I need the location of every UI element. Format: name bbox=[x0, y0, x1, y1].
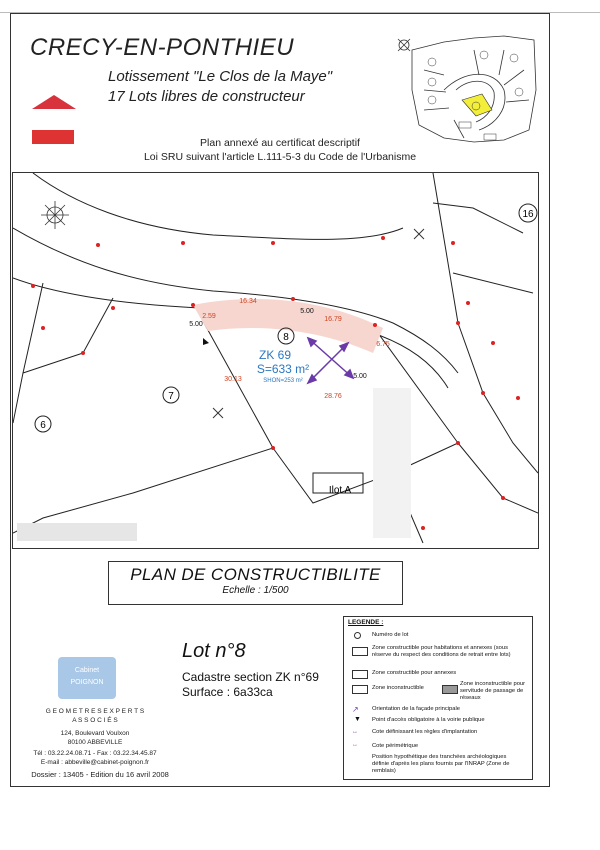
legend-box bbox=[343, 616, 533, 780]
legend-item: Zone constructible pour annexes bbox=[372, 670, 457, 676]
firm-address1: 124, Boulevard Voulxon bbox=[60, 730, 130, 737]
lots-libres: 17 Lots libres de constructeur bbox=[108, 88, 305, 105]
legend-item: Zone constructible pour habitations et annexes (sous réserve du respect des conditions de retrait entre lots) bbox=[372, 645, 511, 658]
surface-label: S=633 m² bbox=[256, 362, 310, 376]
highlighted-lot-8 bbox=[462, 94, 492, 116]
archaeological-zone bbox=[17, 523, 137, 541]
legend-swatch bbox=[352, 647, 368, 656]
lot-surface: Surface : 6a33ca bbox=[182, 685, 273, 699]
legend-item: Orientation de la façade principale bbox=[372, 706, 460, 712]
plan-title: PLAN DE CONSTRUCTIBILITE bbox=[130, 565, 381, 584]
access-point-icon bbox=[203, 338, 209, 345]
trench-zone bbox=[373, 388, 411, 538]
plan-annexe: Plan annexé au certificat descriptif bbox=[200, 137, 360, 149]
legend-heading: LEGENDE : bbox=[348, 619, 384, 626]
lot-7-number: 7 bbox=[168, 391, 174, 402]
legend-swatch bbox=[352, 670, 368, 679]
plan-title-box bbox=[108, 561, 403, 605]
access-icon: ▼ bbox=[354, 716, 361, 723]
legend-item: Numéro de lot bbox=[372, 632, 409, 638]
lot-16-number: 16 bbox=[522, 209, 534, 220]
site-plan bbox=[12, 172, 539, 549]
loi-sru: Loi SRU suivant l'article L.111-5-3 du Code de l'Urbanisme bbox=[143, 151, 417, 163]
brand-triangle-icon bbox=[32, 95, 76, 109]
legend-item: Point d'accès obligatoire à la voirie publique bbox=[372, 717, 485, 723]
legend-swatch bbox=[352, 685, 368, 694]
lot-number-icon bbox=[354, 632, 361, 639]
dim-28-76: 28.76 bbox=[324, 393, 342, 400]
legend-item: Zone inconstructible bbox=[372, 685, 424, 691]
arrow-icon: ↗ bbox=[352, 705, 359, 714]
firm-logo: Cabinet POIGNON bbox=[58, 657, 116, 699]
lot-title: Lot n°8 bbox=[182, 640, 246, 662]
lotissement-name: Lotissement "Le Clos de la Maye" bbox=[108, 68, 333, 85]
zk-label: ZK 69 bbox=[258, 348, 292, 362]
constructible-zone bbox=[193, 299, 383, 353]
dim-5-00-c: 5.00 bbox=[353, 373, 367, 380]
dim-16-79: 16.79 bbox=[324, 316, 342, 323]
firm-address2: 80100 ABBEVILLE bbox=[67, 739, 123, 746]
dimension-icon: ↔ bbox=[352, 729, 358, 735]
cadastre-ref: Cadastre section ZK n°69 bbox=[182, 670, 319, 684]
perimeter-icon: ↔ bbox=[352, 742, 358, 748]
legend-hatch-swatch bbox=[442, 685, 458, 694]
compass-icon bbox=[41, 201, 69, 229]
firm-line1: G E O M E T R E S E X P E R T S bbox=[45, 708, 145, 715]
dim-5-00-a: 5.00 bbox=[189, 321, 203, 328]
firm-tel: Tél : 03.22.24.08.71 - Fax : 03.22.34.45.87 bbox=[33, 750, 157, 757]
dim-2-59: 2.59 bbox=[202, 313, 216, 320]
legend-item: Cote périmétrique bbox=[372, 743, 419, 749]
lot-6-number: 6 bbox=[40, 420, 46, 431]
town-title: CRECY-EN-PONTHIEU bbox=[30, 34, 295, 61]
plan-scale: Echelle : 1/500 bbox=[222, 585, 289, 596]
ilot-label: Ilot A bbox=[328, 485, 352, 496]
dim-30-13: 30.13 bbox=[224, 376, 242, 383]
dim-5-00-b: 5.00 bbox=[300, 308, 314, 315]
legend-item: Zone inconstructible pour servitude de passage de réseaux bbox=[460, 681, 526, 701]
dossier-ref: Dossier : 13405 - Edition du 16 avril 2008 bbox=[31, 770, 169, 779]
firm-email: E-mail : abbeville@cabinet-poignon.fr bbox=[40, 759, 150, 766]
legend-item: Position hypothétique des tranchées archéologiques définie d'après les plans fournis par l'INRAP (Zone de remblais) bbox=[372, 754, 510, 774]
legend-item: Cote définissant les règles d'implantation bbox=[372, 729, 478, 735]
lot-8-number: 8 bbox=[283, 332, 289, 343]
orientation-arrows-icon bbox=[308, 338, 353, 383]
dim-6-75: 6.75 bbox=[376, 341, 390, 348]
dim-16-34: 16.34 bbox=[239, 298, 257, 305]
firm-line2: A S S O C I É S bbox=[72, 717, 118, 724]
shon-label: SHON=253 m² bbox=[263, 378, 303, 384]
location-minimap bbox=[384, 30, 544, 165]
